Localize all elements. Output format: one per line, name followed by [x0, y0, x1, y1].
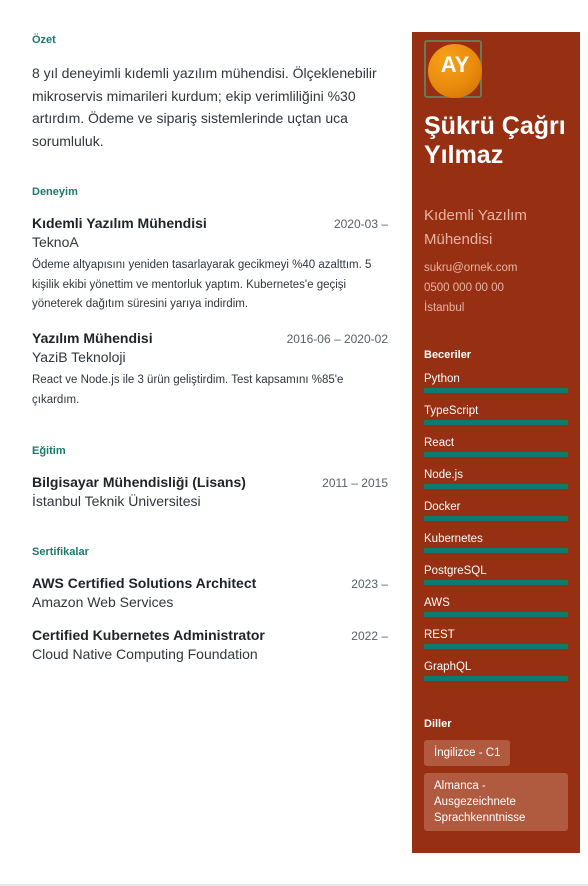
language-chip: Almanca - Ausgezeichnete Sprachkenntnisse: [424, 773, 568, 831]
skill-bar: [424, 388, 568, 393]
skill-item: [424, 565, 568, 585]
contact-block: [424, 258, 517, 318]
sidebar: [412, 32, 580, 853]
skill-item: [424, 533, 568, 553]
avatar: AY: [428, 44, 482, 98]
experience-item: [32, 215, 388, 315]
education-degree: Bilgisayar Mühendisliği (Lisans): [32, 474, 246, 490]
skill-name: Docker: [424, 501, 461, 513]
skill-fill: [424, 580, 568, 585]
skill-bar: [424, 548, 568, 553]
skill-name: Node.js: [424, 469, 463, 481]
education-date: 2011 – 2015: [322, 476, 388, 490]
skill-name: TypeScript: [424, 405, 479, 417]
skill-fill: [424, 612, 568, 617]
experience-description: React ve Node.js ile 3 ürün geliştirdim. Test kapsamını %85'e çıkardım.: [32, 374, 344, 406]
skill-name: AWS: [424, 597, 450, 609]
skill-fill: [424, 644, 568, 649]
skill-fill: [424, 548, 568, 553]
skill-bar: [424, 420, 568, 425]
skill-name: Kubernetes: [424, 533, 483, 545]
certificate-item: [32, 627, 388, 662]
profile-title: Kıdemli Yazılım Mühendisi: [424, 207, 527, 248]
certificate-date: 2022 –: [351, 629, 388, 643]
skill-bar: [424, 612, 568, 617]
experience-date: 2016-06 – 2020-02: [286, 332, 388, 346]
skill-fill: [424, 676, 568, 681]
skill-fill: [424, 516, 568, 521]
skill-bar: [424, 676, 568, 681]
skill-fill: [424, 420, 568, 425]
experience-description: Ödeme altyapısını yeniden tasarlayarak gecikmeyi %40 azalttım. 5 kişilik ekibi yönettim ve mentorluk yaptım. Kubernetes'e geçişi yöneterek dağıtım süresini yarıya indirdim.: [32, 259, 372, 310]
summary-title: Özet: [32, 34, 56, 46]
certificate-name: Certified Kubernetes Administrator: [32, 627, 265, 643]
skill-item: [424, 629, 568, 649]
skill-bar: [424, 484, 568, 489]
skill-bar: [424, 516, 568, 521]
languages-title: Diller: [424, 718, 452, 730]
contact-city: İstanbul: [424, 302, 465, 314]
education-title: Eğitim: [32, 445, 66, 457]
profile-name: Şükrü Çağrı Yılmaz: [424, 112, 566, 169]
certificate-name: AWS Certified Solutions Architect: [32, 575, 257, 591]
summary-text: 8 yıl deneyimli kıdemli yazılım mühendisi. Ölçeklenebilir mikroservis mimarileri kurdum; ekip verimliliğini %30 artırdım. Ödeme ve sipariş sistemlerinde uçtan uca sorumluluk.: [32, 65, 377, 149]
contact-email[interactable]: sukru@ornek.com: [424, 262, 518, 274]
skill-fill: [424, 388, 568, 393]
experience-company: YaziB Teknoloji: [32, 349, 126, 365]
skill-name: Python: [424, 373, 460, 385]
skill-bar: [424, 580, 568, 585]
experience-company: TeknoA: [32, 234, 79, 250]
skill-item: [424, 661, 568, 681]
skill-item: [424, 597, 568, 617]
contact-phone[interactable]: 0500 000 00 00: [424, 282, 504, 294]
certificate-issuer: Amazon Web Services: [32, 594, 174, 610]
certificate-date: 2023 –: [351, 577, 388, 591]
skills-title: Beceriler: [424, 349, 472, 361]
experience-item: [32, 330, 388, 410]
education-item: [32, 474, 388, 509]
experience-date: 2020-03 –: [333, 217, 388, 231]
skill-item: [424, 405, 568, 425]
education-school: İstanbul Teknik Üniversitesi: [32, 493, 201, 509]
certificate-issuer: Cloud Native Computing Foundation: [32, 646, 258, 662]
skill-bar: [424, 452, 568, 457]
skill-name: React: [424, 437, 455, 449]
skill-item: [424, 437, 568, 457]
experience-role: Yazılım Mühendisi: [32, 330, 153, 346]
skill-fill: [424, 484, 568, 489]
language-chip: İngilizce - C1: [424, 740, 510, 766]
certificates-title: Sertifikalar: [32, 546, 89, 558]
skill-fill: [424, 452, 568, 457]
skill-item: [424, 373, 568, 393]
skill-item: [424, 469, 568, 489]
skill-name: PostgreSQL: [424, 565, 487, 577]
skill-bar: [424, 644, 568, 649]
experience-role: Kıdemli Yazılım Mühendisi: [32, 215, 207, 231]
skill-item: [424, 501, 568, 521]
avatar-frame: [424, 40, 482, 98]
skill-name: GraphQL: [424, 661, 472, 673]
certificate-item: [32, 575, 388, 610]
skill-name: REST: [424, 629, 455, 641]
experience-title: Deneyim: [32, 186, 78, 198]
